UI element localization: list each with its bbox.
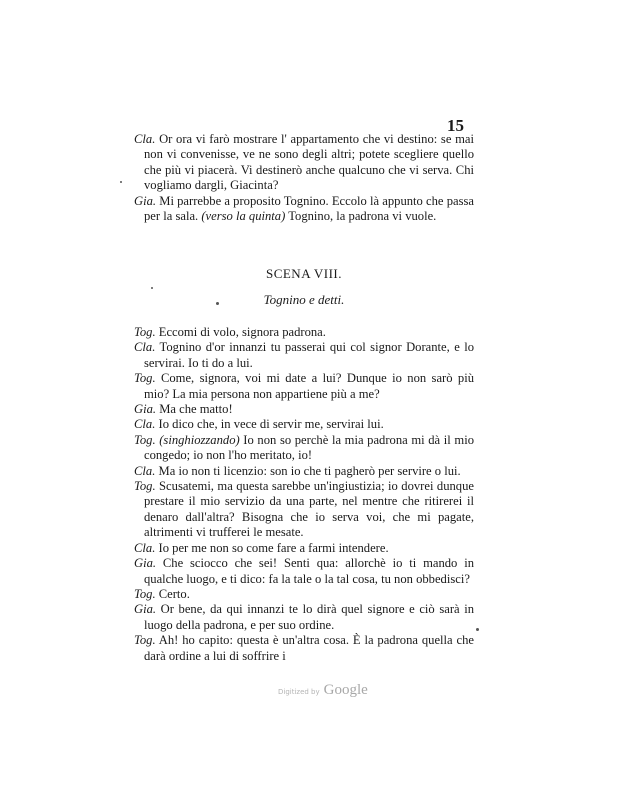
- speech-line: [134, 464, 474, 479]
- speech-line: [134, 602, 474, 633]
- print-speck: [216, 302, 219, 305]
- stage-direction: (singhiozzando): [159, 432, 240, 447]
- speech-text: Tognino d'or innanzi tu passerai qui col signor Dorante, e lo servirai. Io ti do a lui.: [144, 340, 474, 370]
- speech-line: [134, 541, 474, 556]
- scene-title: SCENA VIII.: [265, 266, 343, 281]
- speech-text: Che sciocco che sei! Senti qua: allorchè io ti mando in qualche luogo, e ti dico: fa la tale o la tal cosa, tu non obbedisci?: [144, 556, 474, 586]
- speaker-name: Tog.: [134, 633, 156, 648]
- watermark-prefix: Digitized by: [278, 688, 320, 696]
- speech-line: [134, 371, 474, 402]
- speech-text: Or bene, da qui innanzi te lo dirà quel signore e ciò sarà in luogo della padrona, e per suo ordine.: [144, 602, 474, 632]
- speeches-before-scene: [134, 132, 474, 224]
- speech-text: Or ora vi farò mostrare l' appartamento che vi destino: se mai non vi convenisse, ve ne sono degli altri; potete scegliere quello che più vi piacerà. Vi destinerò anche qualcuno che vi serva. Chi vogliamo dargli, Giacinta?: [144, 132, 474, 193]
- speaker-name: Gia.: [134, 193, 157, 208]
- speech-text: Io per me non so come fare a farmi intendere.: [158, 540, 389, 555]
- speech-line: [134, 194, 474, 225]
- speech-text: Eccomi di volo, signora padrona.: [158, 325, 326, 339]
- speaker-name: Gia.: [134, 402, 157, 417]
- speech-line: [134, 340, 474, 371]
- speaker-name: Gia.: [134, 556, 157, 571]
- speech-text: Ah! ho capito: questa è un'altra cosa. È la padrona quella che darà ordine a lui di soffrire i: [144, 633, 474, 663]
- speaker-name: Tog.: [134, 371, 156, 386]
- speaker-name: Cla.: [134, 540, 156, 555]
- speaker-name: Gia.: [134, 602, 157, 617]
- speech-text: Io dico che, in vece di servir me, servirai lui.: [158, 417, 384, 432]
- speech-line: [134, 325, 474, 340]
- print-speck: [151, 287, 153, 289]
- speech-line: [134, 587, 474, 602]
- speech-text: Mi parrebbe a proposito Tognino. Eccolo là appunto che passa per la sala.: [144, 193, 474, 224]
- speaker-name: Cla.: [134, 132, 156, 146]
- speech-text: Come, signora, voi mi date a lui? Dunque io non sarò più mio? La mia persona non appartiene più a me?: [144, 371, 474, 401]
- print-speck: [476, 628, 479, 631]
- speech-line: [134, 132, 474, 194]
- google-watermark: [278, 682, 368, 699]
- speech-text: Scusatemi, ma questa sarebbe un'ingiustizia; io dovrei dunque prestare il mio servizio da una parte, nel mentre che ritirerei il denaro dall'altra? Bisogna che io serva voi, che mi pagate, altrimenti vi trufferei le mesate.: [144, 479, 474, 540]
- speaker-name: Tog.: [134, 325, 156, 339]
- speaker-name: Tog.: [134, 432, 156, 447]
- speaker-name: Cla.: [134, 463, 156, 478]
- speaker-name: Cla.: [134, 417, 156, 432]
- speech-line: [134, 402, 474, 417]
- google-logo: Google: [323, 682, 368, 698]
- speech-line: [134, 556, 474, 587]
- speeches-after-scene: [134, 325, 474, 664]
- speech-text: Ma che matto!: [159, 402, 233, 417]
- stage-direction: (verso la quinta): [201, 209, 286, 224]
- page-number: 15: [447, 116, 464, 135]
- speech-text: Ma io non ti licenzio: son io che ti pagherò per servire o lui.: [158, 463, 461, 478]
- speech-text: Io non so perchè la mia padrona mi dà il mio congedo; io non l'ho meritato, io!: [144, 432, 474, 463]
- speech-line: [134, 433, 474, 464]
- speech-line: [134, 417, 474, 432]
- speech-text: Certo.: [158, 586, 190, 601]
- speaker-name: Tog.: [134, 479, 156, 494]
- speech-line: [134, 633, 474, 664]
- speaker-name: Tog.: [134, 586, 156, 601]
- speaker-name: Cla.: [134, 340, 156, 355]
- scene-characters: Tognino e detti.: [263, 292, 345, 307]
- speech-line: [134, 479, 474, 541]
- speech-text: Tognino, la padrona vi vuole.: [285, 209, 437, 224]
- print-speck: [120, 181, 122, 183]
